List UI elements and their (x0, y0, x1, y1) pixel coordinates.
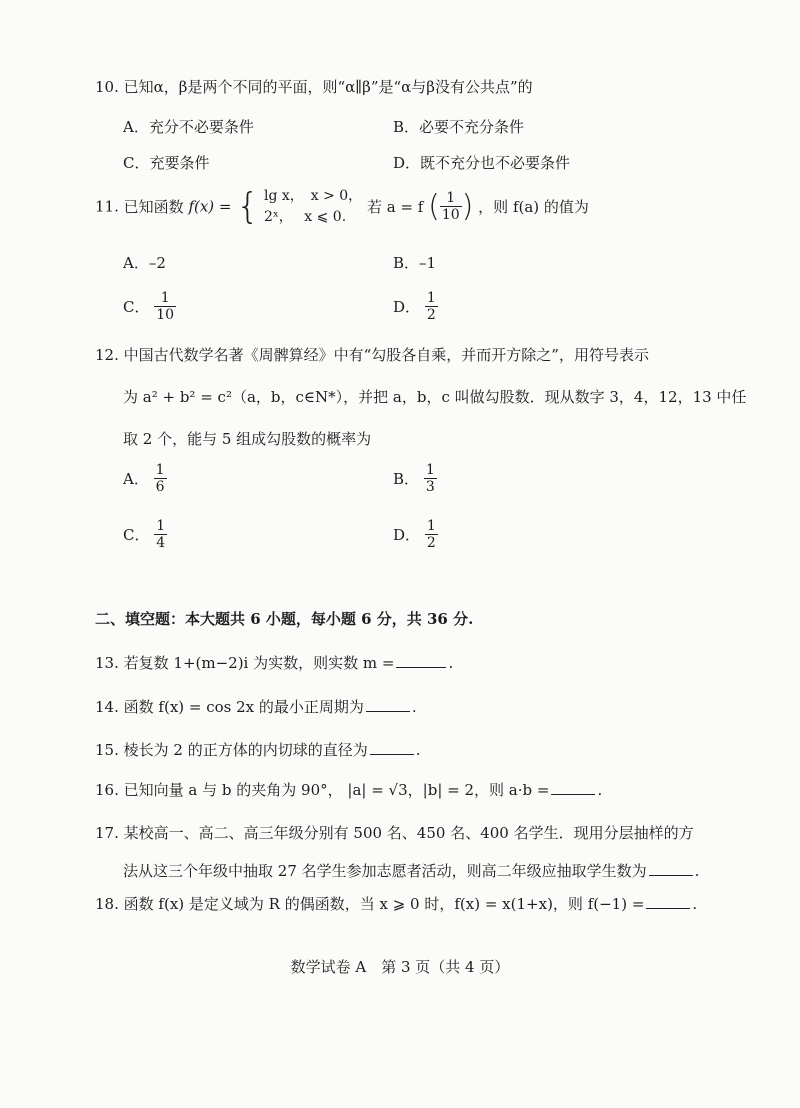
answer-blank[interactable] (366, 710, 410, 712)
option-b (393, 462, 437, 495)
question-line-3: 取 2 个，能与 5 组成勾股数的概率为 (123, 430, 372, 448)
denominator: 3 (425, 479, 435, 496)
question-13 (95, 652, 453, 673)
option-label: D． (393, 526, 421, 545)
fraction (425, 290, 438, 323)
option-label: A． (123, 470, 149, 489)
function-name: f(x) = (188, 197, 232, 216)
question-number: 11. (95, 197, 119, 216)
numerator: 1 (446, 189, 456, 206)
option-label: B． (393, 470, 420, 489)
question-line-2: 为 a² + b² = c²（a，b，c∈N*），并把 a，b，c 叫做勾股数．现从数字 3，4，12，13 中任 (123, 388, 747, 406)
answer-blank[interactable] (646, 907, 690, 909)
paren-right: ) (461, 189, 474, 224)
option-b: B．–1 (393, 254, 437, 272)
case-2: 2ˣ， x ⩽ 0. (263, 208, 347, 225)
option-a: A．–2 (123, 254, 166, 272)
end-mark: . (411, 698, 417, 716)
case-1: lg x， x > 0， (263, 188, 363, 205)
option-d (393, 290, 438, 323)
question-number: 12. (95, 346, 119, 364)
end-mark: . (415, 741, 421, 759)
denominator: 2 (426, 307, 436, 324)
question-10 (95, 76, 533, 97)
fraction (424, 462, 437, 495)
question-text: 若复数 1+(m−2)i 为实数，则实数 m = (123, 654, 395, 672)
fraction (154, 518, 167, 551)
fraction (425, 518, 438, 551)
answer-blank[interactable] (396, 666, 446, 668)
numerator: 1 (156, 518, 166, 534)
question-line-1: 某校高一、高二、高三年级分别有 500 名、450 名、400 名学生．现用分层抽样的方 (123, 824, 694, 842)
end-mark: . (448, 654, 454, 672)
question-number: 10. (95, 78, 119, 96)
denominator: 4 (156, 535, 166, 552)
option-c (123, 290, 176, 323)
end-mark: . (597, 781, 603, 799)
numerator: 1 (155, 462, 165, 478)
question-number: 15. (95, 741, 119, 759)
question-text: 函数 f(x) 是定义域为 R 的偶函数，当 x ⩾ 0 时，f(x) = x(1+x)，则 f(−1) = (123, 895, 645, 913)
option-label: D． (393, 298, 421, 317)
denominator: 6 (155, 479, 165, 496)
brace-symbol: { (236, 186, 260, 227)
option-a (123, 462, 167, 495)
question-stem: 已知α，β是两个不同的平面，则“α∥β”是“α与β没有公共点”的 (123, 78, 533, 96)
end-mark: . (692, 895, 698, 913)
question-text: 棱长为 2 的正方体的内切球的直径为 (123, 741, 368, 759)
option-label: C． (123, 526, 150, 545)
question-number: 18. (95, 895, 119, 913)
option-d (393, 518, 438, 551)
question-17 (95, 822, 694, 843)
question-pre: 已知函数 (123, 198, 184, 216)
denominator: 10 (156, 307, 175, 324)
question-17-line-2 (123, 860, 699, 881)
option-label: C． (123, 298, 150, 317)
numerator: 1 (425, 462, 435, 478)
fraction (440, 190, 462, 223)
question-16 (95, 779, 602, 800)
section-heading: 二、填空题：本大题共 6 小题，每小题 6 分，共 36 分. (95, 610, 474, 628)
answer-blank[interactable] (370, 753, 414, 755)
option-d: D．既不充分也不必要条件 (393, 154, 571, 172)
denominator: 2 (426, 535, 436, 552)
option-a: A．充分不必要条件 (123, 118, 254, 136)
page-footer: 数学试卷 A 第 3 页（共 4 页） (290, 958, 510, 976)
piecewise-cases (264, 186, 362, 227)
option-c: C．充要条件 (123, 154, 210, 172)
question-11 (95, 186, 589, 227)
paren-left: ( (428, 189, 440, 224)
question-text-1: 已知向量 a 与 b 的夹角为 90°， (123, 781, 343, 799)
denominator: 10 (441, 207, 460, 223)
question-number: 17. (95, 824, 119, 842)
option-c (123, 518, 167, 551)
question-14 (95, 696, 417, 717)
question-12 (95, 344, 649, 365)
fraction (154, 290, 176, 323)
answer-blank[interactable] (551, 793, 595, 795)
question-15 (95, 739, 421, 760)
question-number: 16. (95, 781, 119, 799)
option-b: B．必要不充分条件 (393, 118, 525, 136)
question-line-2: 法从这三个年级中抽取 27 名学生参加志愿者活动，则高二年级应抽取学生数为 (123, 862, 647, 880)
fraction (154, 462, 167, 495)
numerator: 1 (426, 518, 436, 534)
question-text: 函数 f(x) = cos 2x 的最小正周期为 (123, 698, 364, 716)
question-18 (95, 893, 697, 914)
question-line-1: 中国古代数学名著《周髀算经》中有“勾股各自乘，并而开方除之”，用符号表示 (123, 346, 649, 364)
question-number: 13. (95, 654, 119, 672)
answer-blank[interactable] (649, 874, 693, 876)
question-post: ，则 f(a) 的值为 (478, 198, 589, 216)
numerator: 1 (426, 290, 436, 306)
question-text-2: |a| = √3，|b| = 2，则 a·b = (347, 781, 550, 799)
question-mid: 若 a = f (366, 198, 424, 216)
end-mark: . (694, 862, 700, 880)
numerator: 1 (160, 290, 170, 306)
question-number: 14. (95, 698, 119, 716)
